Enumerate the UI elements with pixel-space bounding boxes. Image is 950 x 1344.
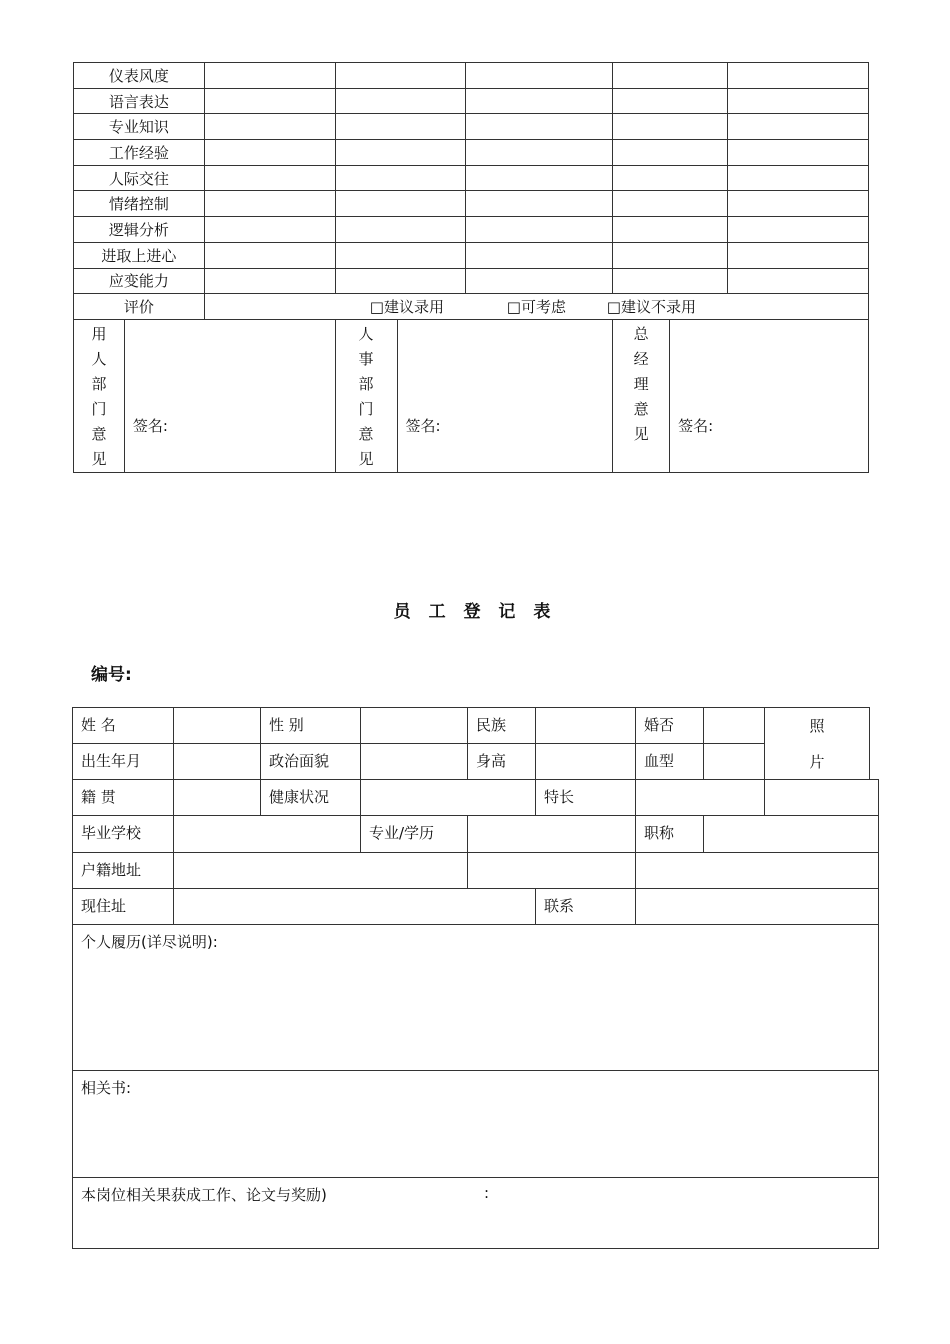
hukou-extra-field-2[interactable]: [635, 852, 879, 889]
score-cell[interactable]: [204, 217, 335, 243]
criteria-label: 进取上进心: [74, 242, 205, 268]
score-cell[interactable]: [728, 88, 869, 114]
score-cell[interactable]: [335, 217, 466, 243]
gm-opinion-label: [613, 319, 670, 472]
score-cell[interactable]: [204, 114, 335, 140]
resume-section[interactable]: [72, 924, 879, 1071]
score-cell[interactable]: [613, 88, 728, 114]
certificates-section[interactable]: [72, 1070, 879, 1178]
rating-row: [74, 294, 869, 320]
ethnicity-label: 民族: [467, 707, 536, 744]
criteria-row: [74, 165, 869, 191]
hr-opinion-label-char: 事: [358, 349, 374, 368]
criteria-label: 情绪控制: [74, 191, 205, 217]
serial-number-label: 编号:: [91, 665, 132, 685]
score-cell[interactable]: [466, 140, 613, 166]
score-cell[interactable]: [466, 217, 613, 243]
hr-opinion-label-char: 见: [358, 449, 374, 468]
ethnicity-field[interactable]: [535, 707, 636, 744]
marital-label: 婚否: [635, 707, 704, 744]
hr-opinion-label-char: 门: [358, 399, 374, 418]
dept-opinion-label-char: 人: [91, 349, 107, 368]
score-cell[interactable]: [335, 114, 466, 140]
works-label: 本岗位相关果获成工作、论文与奖励): [81, 1186, 327, 1204]
score-cell[interactable]: [204, 268, 335, 294]
signature-label: 签名:: [678, 417, 714, 436]
dept-opinion-label-char: 见: [91, 449, 107, 468]
evaluation-table: [73, 62, 869, 473]
gm-signature-cell[interactable]: [670, 319, 869, 472]
rating-option-1[interactable]: □建议录用: [369, 298, 444, 317]
birth-label: 出生年月: [72, 743, 174, 780]
score-cell[interactable]: [728, 140, 869, 166]
address-label: 现住址: [72, 888, 174, 925]
score-cell[interactable]: [335, 88, 466, 114]
score-cell[interactable]: [466, 191, 613, 217]
photo-char-2: 片: [809, 753, 825, 771]
score-cell[interactable]: [613, 191, 728, 217]
criteria-label: 逻辑分析: [74, 217, 205, 243]
address-field[interactable]: [173, 888, 536, 925]
score-cell[interactable]: [728, 242, 869, 268]
criteria-row: [74, 63, 869, 89]
score-cell[interactable]: [613, 165, 728, 191]
score-cell[interactable]: [728, 217, 869, 243]
rating-options: [204, 294, 868, 320]
score-cell[interactable]: [728, 268, 869, 294]
contact-label: 联系: [535, 888, 636, 925]
criteria-label: 工作经验: [74, 140, 205, 166]
gm-opinion-label-char: 意: [633, 399, 649, 418]
dept-opinion-label-char: 意: [91, 424, 107, 443]
hr-signature-cell[interactable]: [397, 319, 613, 472]
score-cell[interactable]: [335, 242, 466, 268]
height-label: 身高: [467, 743, 536, 780]
health-label: 健康状况: [260, 779, 361, 816]
criteria-label: 语言表达: [74, 88, 205, 114]
score-cell[interactable]: [466, 268, 613, 294]
score-cell[interactable]: [613, 268, 728, 294]
score-cell[interactable]: [728, 165, 869, 191]
hukou-label: 户籍地址: [72, 852, 174, 889]
native-place-label: 籍 贯: [72, 779, 174, 816]
criteria-label: 人际交往: [74, 165, 205, 191]
criteria-row: [74, 191, 869, 217]
photo-box[interactable]: [764, 707, 870, 780]
school-field[interactable]: [173, 815, 361, 853]
score-cell[interactable]: [204, 242, 335, 268]
gender-label: 性 别: [260, 707, 361, 744]
major-label: 专业/学历: [360, 815, 468, 853]
hukou-field[interactable]: [173, 852, 468, 889]
political-field[interactable]: [360, 743, 468, 780]
rating-option-2[interactable]: □可考虑: [506, 298, 566, 317]
score-cell[interactable]: [728, 114, 869, 140]
score-cell[interactable]: [204, 165, 335, 191]
score-cell[interactable]: [204, 140, 335, 166]
score-cell[interactable]: [613, 217, 728, 243]
specialty-label: 特长: [535, 779, 636, 816]
score-cell[interactable]: [466, 242, 613, 268]
dept-opinion-label-char: 门: [91, 399, 107, 418]
professional-title-field[interactable]: [703, 815, 879, 853]
score-cell[interactable]: [335, 63, 466, 89]
resume-label: 个人履历(详尽说明):: [81, 933, 218, 951]
criteria-row: [74, 268, 869, 294]
native-place-field[interactable]: [173, 779, 261, 816]
marital-field[interactable]: [703, 707, 765, 744]
dept-opinion-label-char: 用: [91, 324, 107, 343]
criteria-row: [74, 217, 869, 243]
opinion-row: [74, 319, 869, 472]
criteria-row: [74, 88, 869, 114]
criteria-label: 专业知识: [74, 114, 205, 140]
score-cell[interactable]: [204, 88, 335, 114]
gm-opinion-label-char: 经: [633, 349, 649, 368]
gm-opinion-label-char: 理: [633, 374, 649, 393]
score-cell[interactable]: [613, 114, 728, 140]
signature-label: 签名:: [405, 417, 441, 436]
form-title: 员 工 登 记 表: [393, 602, 557, 622]
name-label: 姓 名: [72, 707, 174, 744]
name-field[interactable]: [173, 707, 261, 744]
hr-opinion-label-char: 人: [358, 324, 374, 343]
photo-char-1: 照: [809, 717, 825, 735]
score-cell[interactable]: [466, 165, 613, 191]
score-cell[interactable]: [728, 63, 869, 89]
hr-opinion-label-char: 意: [358, 424, 374, 443]
criteria-label: 应变能力: [74, 268, 205, 294]
score-cell[interactable]: [466, 63, 613, 89]
dept-signature-cell[interactable]: [124, 319, 335, 472]
school-label: 毕业学校: [72, 815, 174, 853]
major-field[interactable]: [467, 815, 636, 853]
criteria-row: [74, 242, 869, 268]
height-field[interactable]: [535, 743, 636, 780]
certificates-label: 相关书:: [81, 1079, 132, 1097]
rating-option-3[interactable]: □建议不录用: [606, 298, 696, 317]
criteria-label: 仪表风度: [74, 63, 205, 89]
score-cell[interactable]: [204, 191, 335, 217]
works-section[interactable]: [72, 1177, 879, 1249]
blood-label: 血型: [635, 743, 704, 780]
score-cell[interactable]: [204, 63, 335, 89]
score-cell[interactable]: [613, 242, 728, 268]
criteria-row: [74, 140, 869, 166]
professional-title-label: 职称: [635, 815, 704, 853]
hukou-extra-field[interactable]: [467, 852, 636, 889]
gm-opinion-label-char: 见: [633, 424, 649, 443]
specialty-extra-field[interactable]: [764, 779, 879, 816]
score-cell[interactable]: [728, 191, 869, 217]
dept-opinion-label-char: 部: [91, 374, 107, 393]
criteria-row: [74, 114, 869, 140]
health-field[interactable]: [360, 779, 536, 816]
gm-opinion-label-char: 总: [633, 324, 649, 343]
gender-field[interactable]: [360, 707, 468, 744]
signature-label: 签名:: [132, 417, 168, 436]
contact-field[interactable]: [635, 888, 879, 925]
specialty-field[interactable]: [635, 779, 765, 816]
score-cell[interactable]: [613, 63, 728, 89]
score-cell[interactable]: [466, 114, 613, 140]
score-cell[interactable]: [335, 140, 466, 166]
works-colon: :: [484, 1184, 490, 1202]
score-cell[interactable]: [335, 268, 466, 294]
rating-label: 评价: [74, 294, 205, 320]
score-cell[interactable]: [613, 140, 728, 166]
political-label: 政治面貌: [260, 743, 361, 780]
score-cell[interactable]: [466, 88, 613, 114]
blood-field[interactable]: [703, 743, 765, 780]
score-cell[interactable]: [335, 191, 466, 217]
hr-opinion-label-char: 部: [358, 374, 374, 393]
dept-opinion-label: [74, 319, 125, 472]
score-cell[interactable]: [335, 165, 466, 191]
hr-opinion-label: [335, 319, 397, 472]
birth-field[interactable]: [173, 743, 261, 780]
